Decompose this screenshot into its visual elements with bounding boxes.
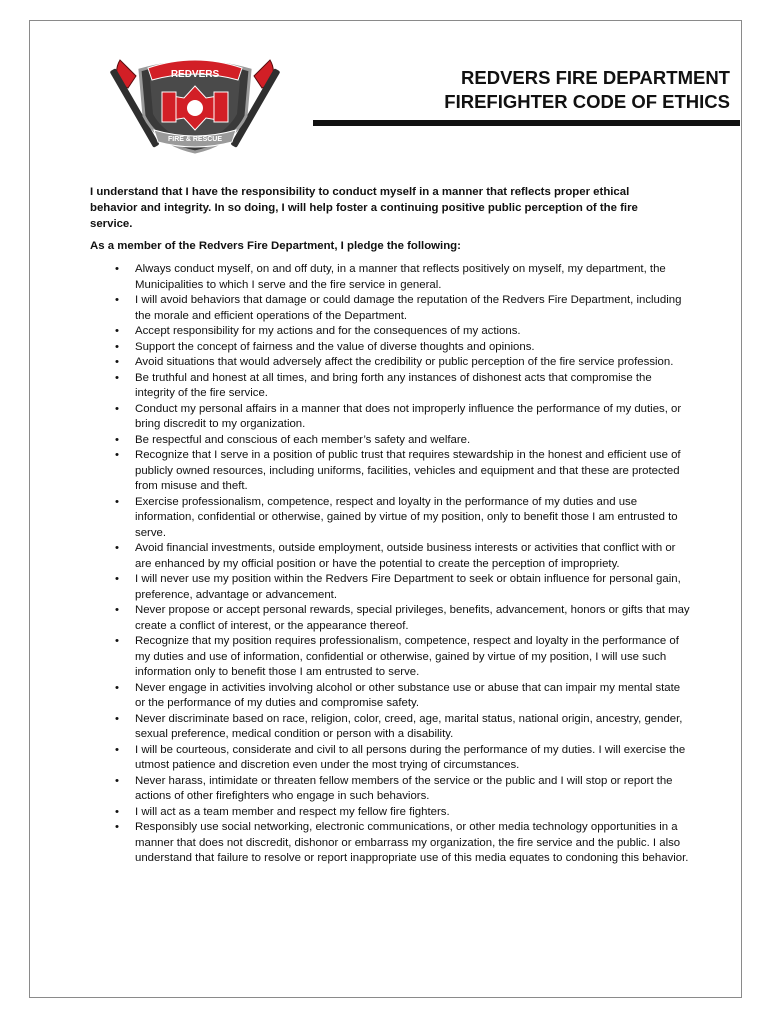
pledge-text: Recognize that I serve in a position of public trust that requires stewardship in the honest and efficient use of publicly owned resources, including uniforms, facilities, vehicles and equipment and that these are protected from misuse and theft. bbox=[135, 449, 681, 492]
bullet-icon: • bbox=[115, 325, 119, 337]
fire-department-logo bbox=[110, 46, 280, 156]
bullet-icon: • bbox=[115, 774, 119, 787]
pledge-text: Avoid situations that would adversely affect the credibility or public perception of the fire service profession. bbox=[135, 356, 674, 368]
pledge-text: Conduct my personal affairs in a manner that does not improperly influence the performance of my duties, or bring discredit to my organization. bbox=[135, 402, 682, 430]
pledge-item bbox=[90, 634, 690, 681]
title-line-1: REDVERS FIRE DEPARTMENT bbox=[461, 67, 730, 88]
pledge-item bbox=[90, 603, 690, 634]
pledge-item bbox=[90, 293, 690, 324]
pledge-text: I will act as a team member and respect my fellow fire fighters. bbox=[135, 805, 450, 818]
bullet-icon: • bbox=[115, 821, 119, 833]
bullet-icon: • bbox=[115, 542, 119, 554]
pledge-text: Avoid financial investments, outside employment, outside business interests or activities that conflict with or are enhanced by my official position or have the potential to create the perception of impropriety. bbox=[135, 542, 676, 570]
bullet-icon: • bbox=[115, 294, 119, 306]
pledge-item bbox=[90, 262, 690, 293]
bullet-icon: • bbox=[115, 340, 119, 353]
pledge-item bbox=[90, 324, 690, 340]
bullet-icon: • bbox=[115, 635, 119, 647]
pledge-text: Never propose or accept personal rewards, special privileges, benefits, advancement, honors or gifts that may create a conflict of interest, or the appearance thereof. bbox=[135, 604, 690, 632]
intro-paragraph: I understand that I have the responsibility to conduct myself in a manner that reflects proper ethical behavior and integrity. In so doing, I will help foster a continuing positive public perception of the fire service. bbox=[90, 186, 638, 230]
pledge-item bbox=[90, 340, 690, 356]
pledge-text: Never harass, intimidate or threaten fellow members of the service or the public and I will stop or report the actions of other firefighters who engage in such behaviors. bbox=[135, 774, 673, 802]
document-title bbox=[310, 66, 740, 126]
pledge-text: Support the concept of fairness and the value of diverse thoughts and opinions. bbox=[135, 340, 535, 353]
pledge-item bbox=[90, 820, 690, 867]
bullet-icon: • bbox=[115, 263, 119, 275]
pledge-text: Never discriminate based on race, religion, color, creed, age, marital status, national origin, ancestry, gender, sexual preference, medical condition or person with a disability. bbox=[135, 712, 683, 740]
pledge-text: Never engage in activities involving alcohol or other substance use or abuse that can impair my mental state or the performance of my duties and compromise safety. bbox=[135, 681, 681, 709]
pledge-item bbox=[90, 448, 690, 495]
pledge-item bbox=[90, 805, 690, 821]
pledge-item bbox=[90, 743, 690, 774]
pledge-item bbox=[90, 433, 690, 449]
logo-text-top: REDVERS bbox=[170, 69, 220, 80]
pledge-text: Always conduct myself, on and off duty, in a manner that reflects positively on myself, my department, the Municipalities to which I serve and the fire service in general. bbox=[135, 263, 666, 291]
bullet-icon: • bbox=[115, 743, 119, 756]
bullet-icon: • bbox=[115, 449, 119, 461]
pledge-item bbox=[90, 402, 690, 433]
bullet-icon: • bbox=[115, 495, 119, 508]
pledge-lead: As a member of the Redvers Fire Department, I pledge the following: bbox=[90, 240, 461, 252]
bullet-icon: • bbox=[115, 604, 119, 616]
bullet-icon: • bbox=[115, 681, 119, 694]
pledge-item bbox=[90, 371, 690, 402]
title-rule bbox=[313, 120, 740, 126]
pledge-text: Accept responsibility for my actions and for the consequences of my actions. bbox=[135, 325, 521, 337]
pledge-item bbox=[90, 681, 690, 712]
pledge-text: Recognize that my position requires professionalism, competence, respect and loyalty in the performance of my duties and use of information, confidential or otherwise, gained by virtue of my position, I will use such information only to benefit those I am entrusted to serve. bbox=[135, 635, 679, 678]
bullet-icon: • bbox=[115, 805, 119, 818]
title-line-2: FIREFIGHTER CODE OF ETHICS bbox=[444, 91, 730, 112]
pledge-item bbox=[90, 495, 690, 542]
bullet-icon: • bbox=[115, 712, 119, 725]
pledge-text: Exercise professionalism, competence, respect and loyalty in the performance of my duties and use information, confidential or otherwise, gained by virtue of my position, only to benefit those I am entrusted to serve. bbox=[135, 495, 678, 539]
logo-text-bottom: FIRE & RESCUE bbox=[167, 136, 223, 143]
pledge-item bbox=[90, 712, 690, 743]
pledge-text: I will never use my position within the Redvers Fire Department to seek or obtain influence for personal gain, preference, advantage or advancement. bbox=[135, 573, 681, 601]
pledge-list bbox=[90, 262, 690, 867]
pledge-text: Be respectful and conscious of each member’s safety and welfare. bbox=[135, 433, 471, 446]
pledge-text: Be truthful and honest at all times, and bring forth any instances of dishonest acts that compromise the integrity of the fire service. bbox=[135, 371, 652, 399]
pledge-item bbox=[90, 355, 690, 371]
bullet-icon: • bbox=[115, 402, 119, 415]
pledge-text: I will be courteous, considerate and civil to all persons during the performance of my duties. I will exercise the utmost patience and discretion even under the most trying of circumstances. bbox=[135, 743, 686, 771]
pledge-item bbox=[90, 541, 690, 572]
pledge-text: Responsibly use social networking, electronic communications, or other media technology opportunities in a manner that does not discredit, dishonor or embarrass my organization, the fire service and the public. I also understand that failure to resolve or report inappropriate use of this media equates to condoning this behavior. bbox=[135, 821, 689, 864]
bullet-icon: • bbox=[115, 371, 119, 384]
bullet-icon: • bbox=[115, 356, 119, 368]
pledge-item bbox=[90, 774, 690, 805]
bullet-icon: • bbox=[115, 433, 119, 446]
pledge-text: I will avoid behaviors that damage or could damage the reputation of the Redvers Fire Department, including the morale and efficient operations of the Department. bbox=[135, 294, 682, 322]
bullet-icon: • bbox=[115, 573, 119, 585]
pledge-item bbox=[90, 572, 690, 603]
